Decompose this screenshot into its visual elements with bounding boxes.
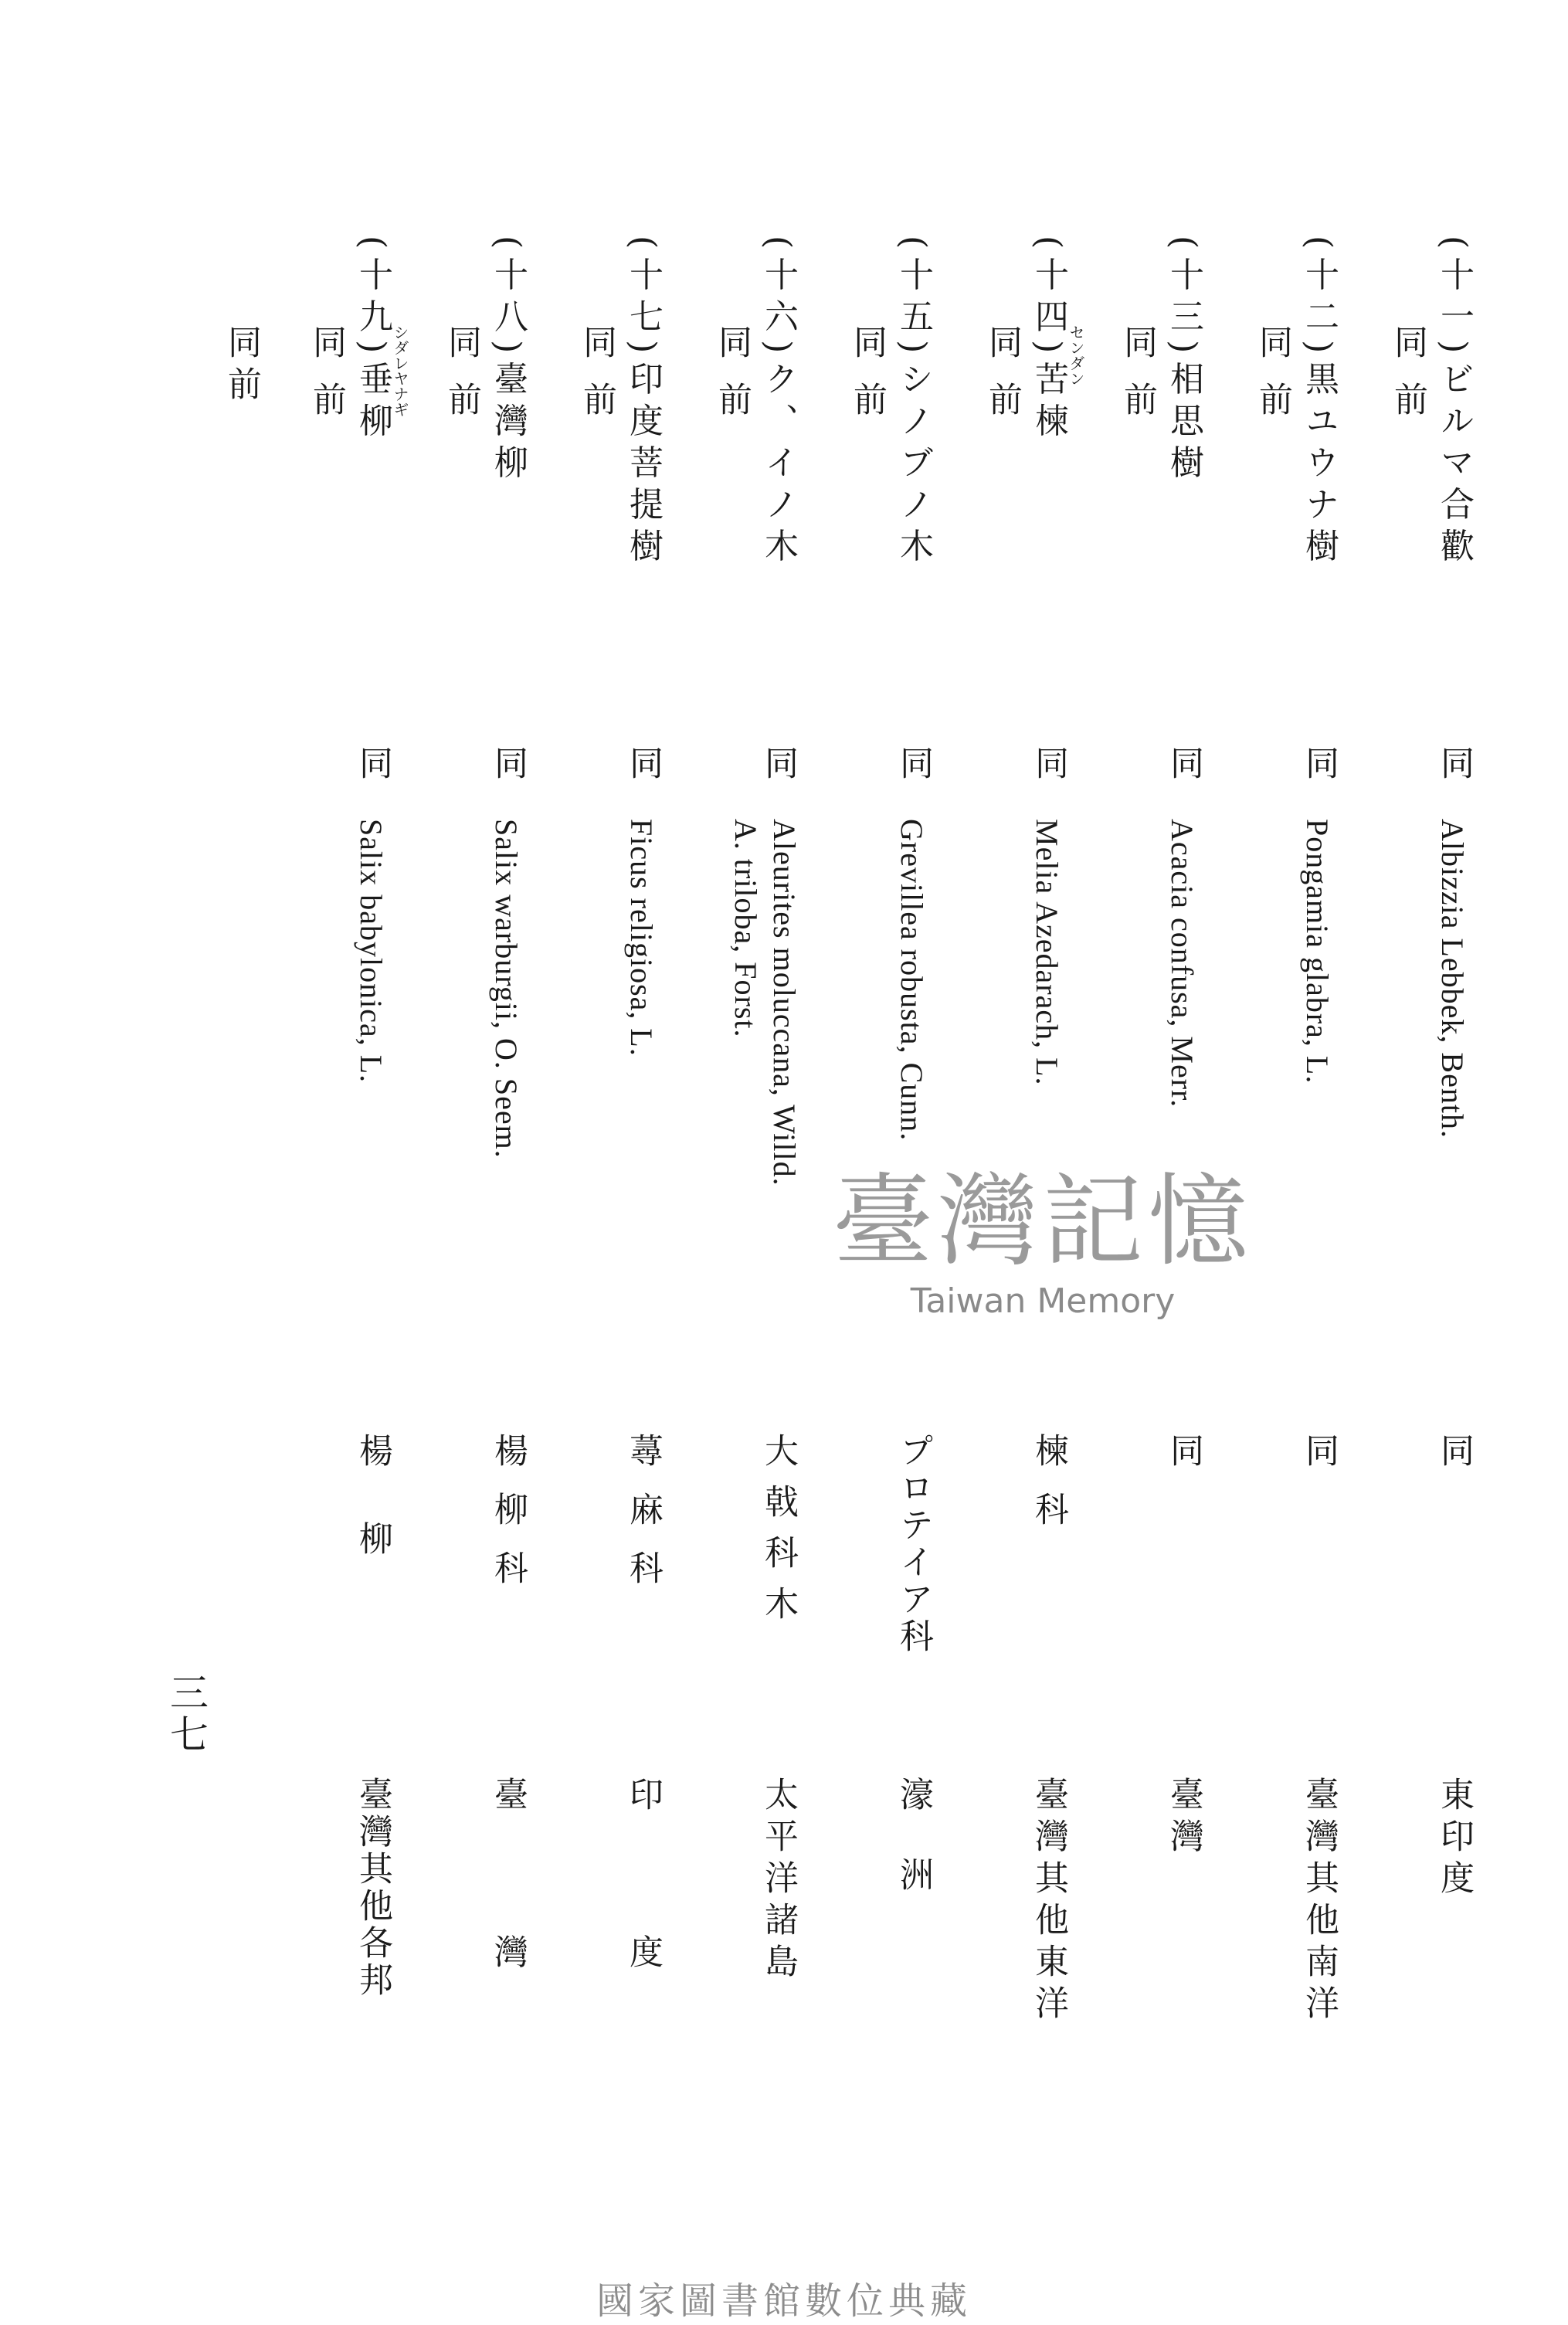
watermark-subtitle: Taiwan Memory	[910, 1281, 1176, 1321]
entry-name: (十五)シノブノ木	[894, 236, 933, 570]
scientific-name: Melia Azedarach, L.	[1030, 819, 1064, 1086]
entry-name: (十一)ビルマ合歡	[1434, 236, 1474, 570]
sci-same-label: 同	[488, 745, 528, 779]
distribution: 臺灣其他南洋	[1299, 1777, 1339, 2027]
reading-ruby: センダン	[1067, 324, 1085, 386]
distribution: 臺灣其他東洋	[1029, 1777, 1068, 2027]
scientific-name: Grevillea robusta, Cunn.	[894, 819, 929, 1142]
entry-18	[442, 0, 583, 2092]
family-name: 楝科	[1029, 1433, 1068, 1550]
family-same-label: 同	[1434, 1433, 1474, 1467]
family-name: 大戟科木	[759, 1433, 798, 1637]
same-as-above: 同前	[577, 324, 616, 439]
footer-collection-label: 國家圖書館數位典藏	[596, 2279, 972, 2323]
distribution: 印度	[623, 1777, 663, 2092]
sci-same-label: 同	[623, 745, 663, 779]
scientific-name: Aleurites moluccana, Willd.	[767, 819, 802, 1186]
same-as-above: 同前	[307, 324, 346, 439]
reading-ruby: シダレヤナギ	[391, 324, 409, 417]
family-name: 蕁麻科	[623, 1433, 663, 1609]
watermark-title: 臺灣記憶	[832, 1162, 1253, 1280]
entry-name: (十二)黒ユウナ樹	[1299, 236, 1339, 570]
sci-same-label: 同	[1029, 745, 1068, 779]
entry-name: (十六)ク、イノ木	[759, 236, 798, 570]
family-same-label: 同	[1299, 1433, 1339, 1467]
scientific-name: Pongamia glabra, L.	[1300, 819, 1335, 1084]
sci-same-label: 同	[1299, 745, 1339, 779]
same-as-above-trailing: 同前	[222, 324, 261, 408]
entry-16	[714, 0, 854, 2086]
distribution: 臺灣	[1164, 1777, 1203, 1860]
same-as-above: 同前	[712, 324, 752, 439]
entry-name: (十三)相思樹	[1164, 236, 1203, 487]
sci-same-label: 同	[759, 745, 798, 779]
family-same-label: 同	[1164, 1433, 1203, 1467]
same-as-above: 同前	[442, 324, 481, 439]
scientific-name: Salix babylonica, L.	[354, 819, 389, 1084]
same-as-above: 同前	[983, 324, 1022, 439]
sci-same-label: 同	[894, 745, 933, 779]
sci-same-label: 同	[1164, 745, 1203, 779]
entry-12	[1255, 0, 1394, 2086]
scientific-name: Acacia confusa, Merr.	[1165, 819, 1200, 1108]
entry-19	[309, 0, 448, 2086]
family-name: プロテイア科	[894, 1433, 933, 1655]
distribution: 濠洲	[894, 1777, 933, 1937]
entry-14	[985, 0, 1124, 2086]
entry-17	[577, 0, 718, 2092]
watermark	[796, 1162, 1290, 1352]
entry-15	[847, 0, 989, 2086]
page-number: 三七	[164, 1672, 209, 1756]
entry-13	[1120, 0, 1259, 2086]
entry-11	[1390, 0, 1529, 2086]
entry-name: (十八)臺灣柳	[488, 236, 528, 487]
entry-name: (十九)垂柳	[353, 236, 392, 445]
scientific-name: Albizzia Lebbek, Benth.	[1435, 819, 1470, 1139]
scientific-name-synonym: A. triloba, Forst.	[728, 819, 763, 1038]
sci-same-label: 同	[1434, 745, 1474, 779]
sci-same-label: 同	[353, 745, 392, 779]
distribution: 臺灣其他各邦	[353, 1777, 392, 1999]
family-name: 楊柳	[353, 1433, 392, 1609]
same-as-above: 同前	[1118, 324, 1157, 439]
scientific-name: Ficus religiosa, L.	[624, 819, 659, 1057]
distribution: 太平洋諸島	[759, 1777, 798, 1985]
distribution: 臺灣	[488, 1777, 528, 2092]
entry-name: (十七)印度菩提樹	[623, 236, 663, 570]
same-as-above: 同前	[1388, 324, 1427, 439]
family-name: 楊柳科	[488, 1433, 528, 1609]
same-as-above: 同前	[1253, 324, 1292, 439]
scientific-name: Salix warburgii, O. Seem.	[489, 819, 524, 1159]
entry-name: (十四)苦楝	[1029, 236, 1068, 445]
same-as-above: 同前	[847, 324, 887, 439]
distribution: 東印度	[1434, 1777, 1474, 1902]
